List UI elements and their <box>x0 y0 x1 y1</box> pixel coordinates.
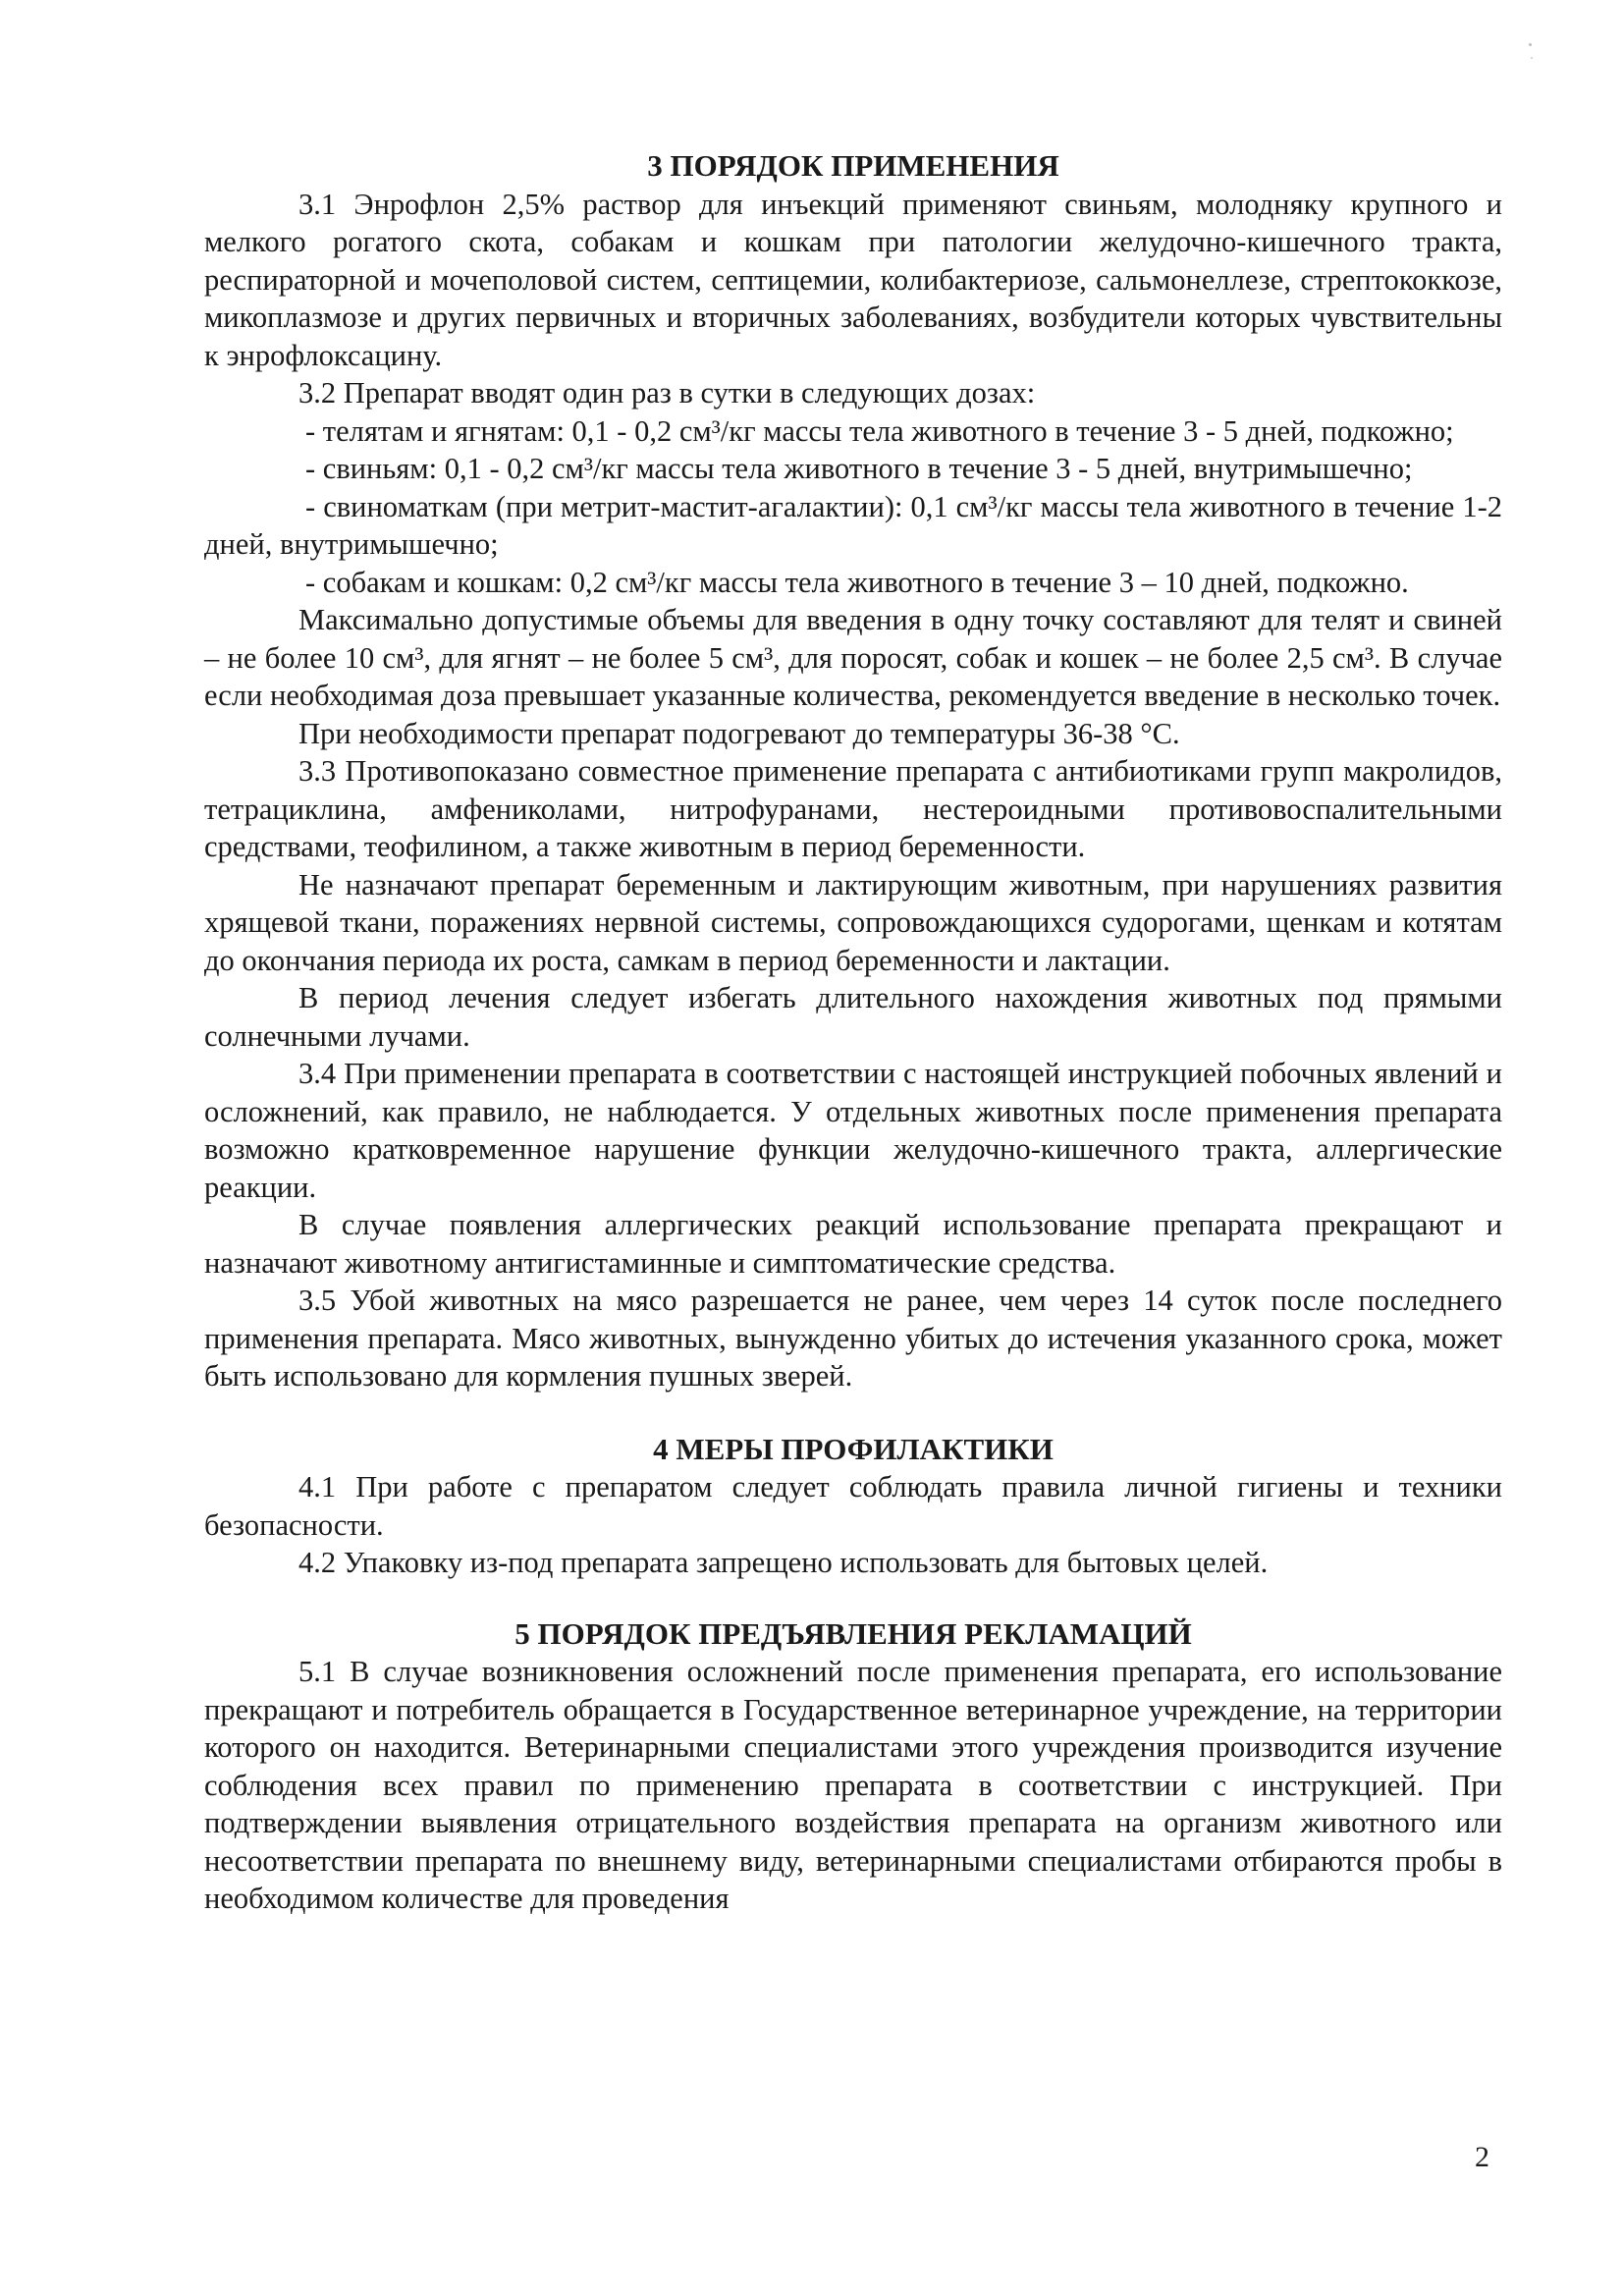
paragraph-contraindications: Не назначают препарат беременным и лактирующим животным, при нарушениях развития хрящевой ткани, поражениях нервной системы, сопровождающихся судорогами, щенкам и котятам до окончания периода их роста, самкам в период беременности и лактации. <box>204 867 1502 977</box>
paragraph-3-2: 3.2 Препарат вводят один раз в сутки в следующих дозах: <box>298 376 1036 410</box>
paragraph-warming: При необходимости препарат подогревают до температуры 36-38 °С. <box>298 716 1180 750</box>
paragraph-3-4: 3.4 При применении препарата в соответствии с настоящей инструкцией побочных явлений и осложнений, как правило, не наблюдается. У отдельных животных после применения препарата возможно кратковременное нарушение функции желудочно-кишечного тракта, аллергические реакции. <box>204 1057 1502 1204</box>
section-4-title: 4 МЕРЫ ПРОФИЛАКТИКИ <box>653 1431 1054 1466</box>
section-5-title: 5 ПОРЯДОК ПРЕДЪЯВЛЕНИЯ РЕКЛАМАЦИЙ <box>514 1615 1192 1651</box>
page-number: 2 <box>1475 2141 1489 2173</box>
paragraph-3-5: 3.5 Убой животных на мясо разрешается не ранее, чем через 14 суток после последнего применения препарата. Мясо животных, вынужденно убитых до истечения указанного срока, может быть использовано для кормления пушных зверей. <box>204 1284 1502 1393</box>
paragraph-3-1: 3.1 Энрофлон 2,5% раствор для инъекций применяют свиньям, молодняку крупного и мелкого рогатого скота, собакам и кошкам при патологии желудочно-кишечного тракта, респираторной и мочеполовой систем, септицемии, колибактериозе, сальмонеллезе, стрептококкозе, микоплазмозе и других первичных и вторичных заболеваниях, возбудители которых чувствительны к энрофлоксацину. <box>204 187 1502 372</box>
page-content <box>204 147 1502 1918</box>
dose-item-pigs: - свиньям: 0,1 - 0,2 см³/кг массы тела животного в течение 3 - 5 дней, внутримышечно; <box>305 452 1413 485</box>
paragraph-max-volumes: Максимально допустимые объемы для введения в одну точку составляют для телят и свиней – не более 10 см³, для ягнят – не более 5 см³, для поросят, собак и кошек – не более 2,5 см³. В случае если необходимая доза превышает указанные количества, рекомендуется введение в несколько точек. <box>204 603 1502 712</box>
paragraph-3-3: 3.3 Противопоказано совместное применение препарата с антибиотиками групп макролидов, тетрациклина, амфениколами, нитрофуранами, нестероидными противовоспалительными средствами, теофилином, а также животным в период беременности. <box>204 754 1502 863</box>
dose-item-dogs-cats: - собакам и кошкам: 0,2 см³/кг массы тела животного в течение 3 – 10 дней, подкожно. <box>305 565 1409 599</box>
scan-speck <box>1531 57 1533 59</box>
dose-item-calves: - телятам и ягнятам: 0,1 - 0,2 см³/кг массы тела животного в течение 3 - 5 дней, подкожно; <box>305 413 1454 448</box>
scan-speck <box>1529 43 1532 46</box>
paragraph-5-1: 5.1 В случае возникновения осложнений после применения препарата, его использование прекращают и потребитель обращается в Государственное ветеринарное учреждение, на территории которого он находится. Ветеринарными специалистами этого учреждения производится изучение соблюдения всех правил по применению препарата в соответствии с инструкцией. При подтверждении выявления отрицательного воздействия препарата на организм животного или несоответствии препарата по внешнему виду, ветеринарными специалистами отбираются пробы в необходимом количестве для проведения <box>204 1655 1502 1915</box>
dose-item-sows: - свиноматкам (при метрит-мастит-агалактии): 0,1 см³/кг массы тела животного в течение 1-2 дней, внутримышечно; <box>204 489 1502 561</box>
paragraph-4-1: 4.1 При работе с препаратом следует соблюдать правила личной гигиены и техники безопасности. <box>204 1470 1502 1542</box>
paragraph-sunlight: В период лечения следует избегать длительного нахождения животных под прямыми солнечными лучами. <box>204 981 1502 1053</box>
paragraph-allergy: В случае появления аллергических реакций использование препарата прекращают и назначают животному антигистаминные и симптоматические средства. <box>204 1208 1502 1280</box>
section-3-title: 3 ПОРЯДОК ПРИМЕНЕНИЯ <box>647 148 1059 183</box>
paragraph-4-2: 4.2 Упаковку из-под препарата запрещено использовать для бытовых целей. <box>298 1546 1269 1579</box>
